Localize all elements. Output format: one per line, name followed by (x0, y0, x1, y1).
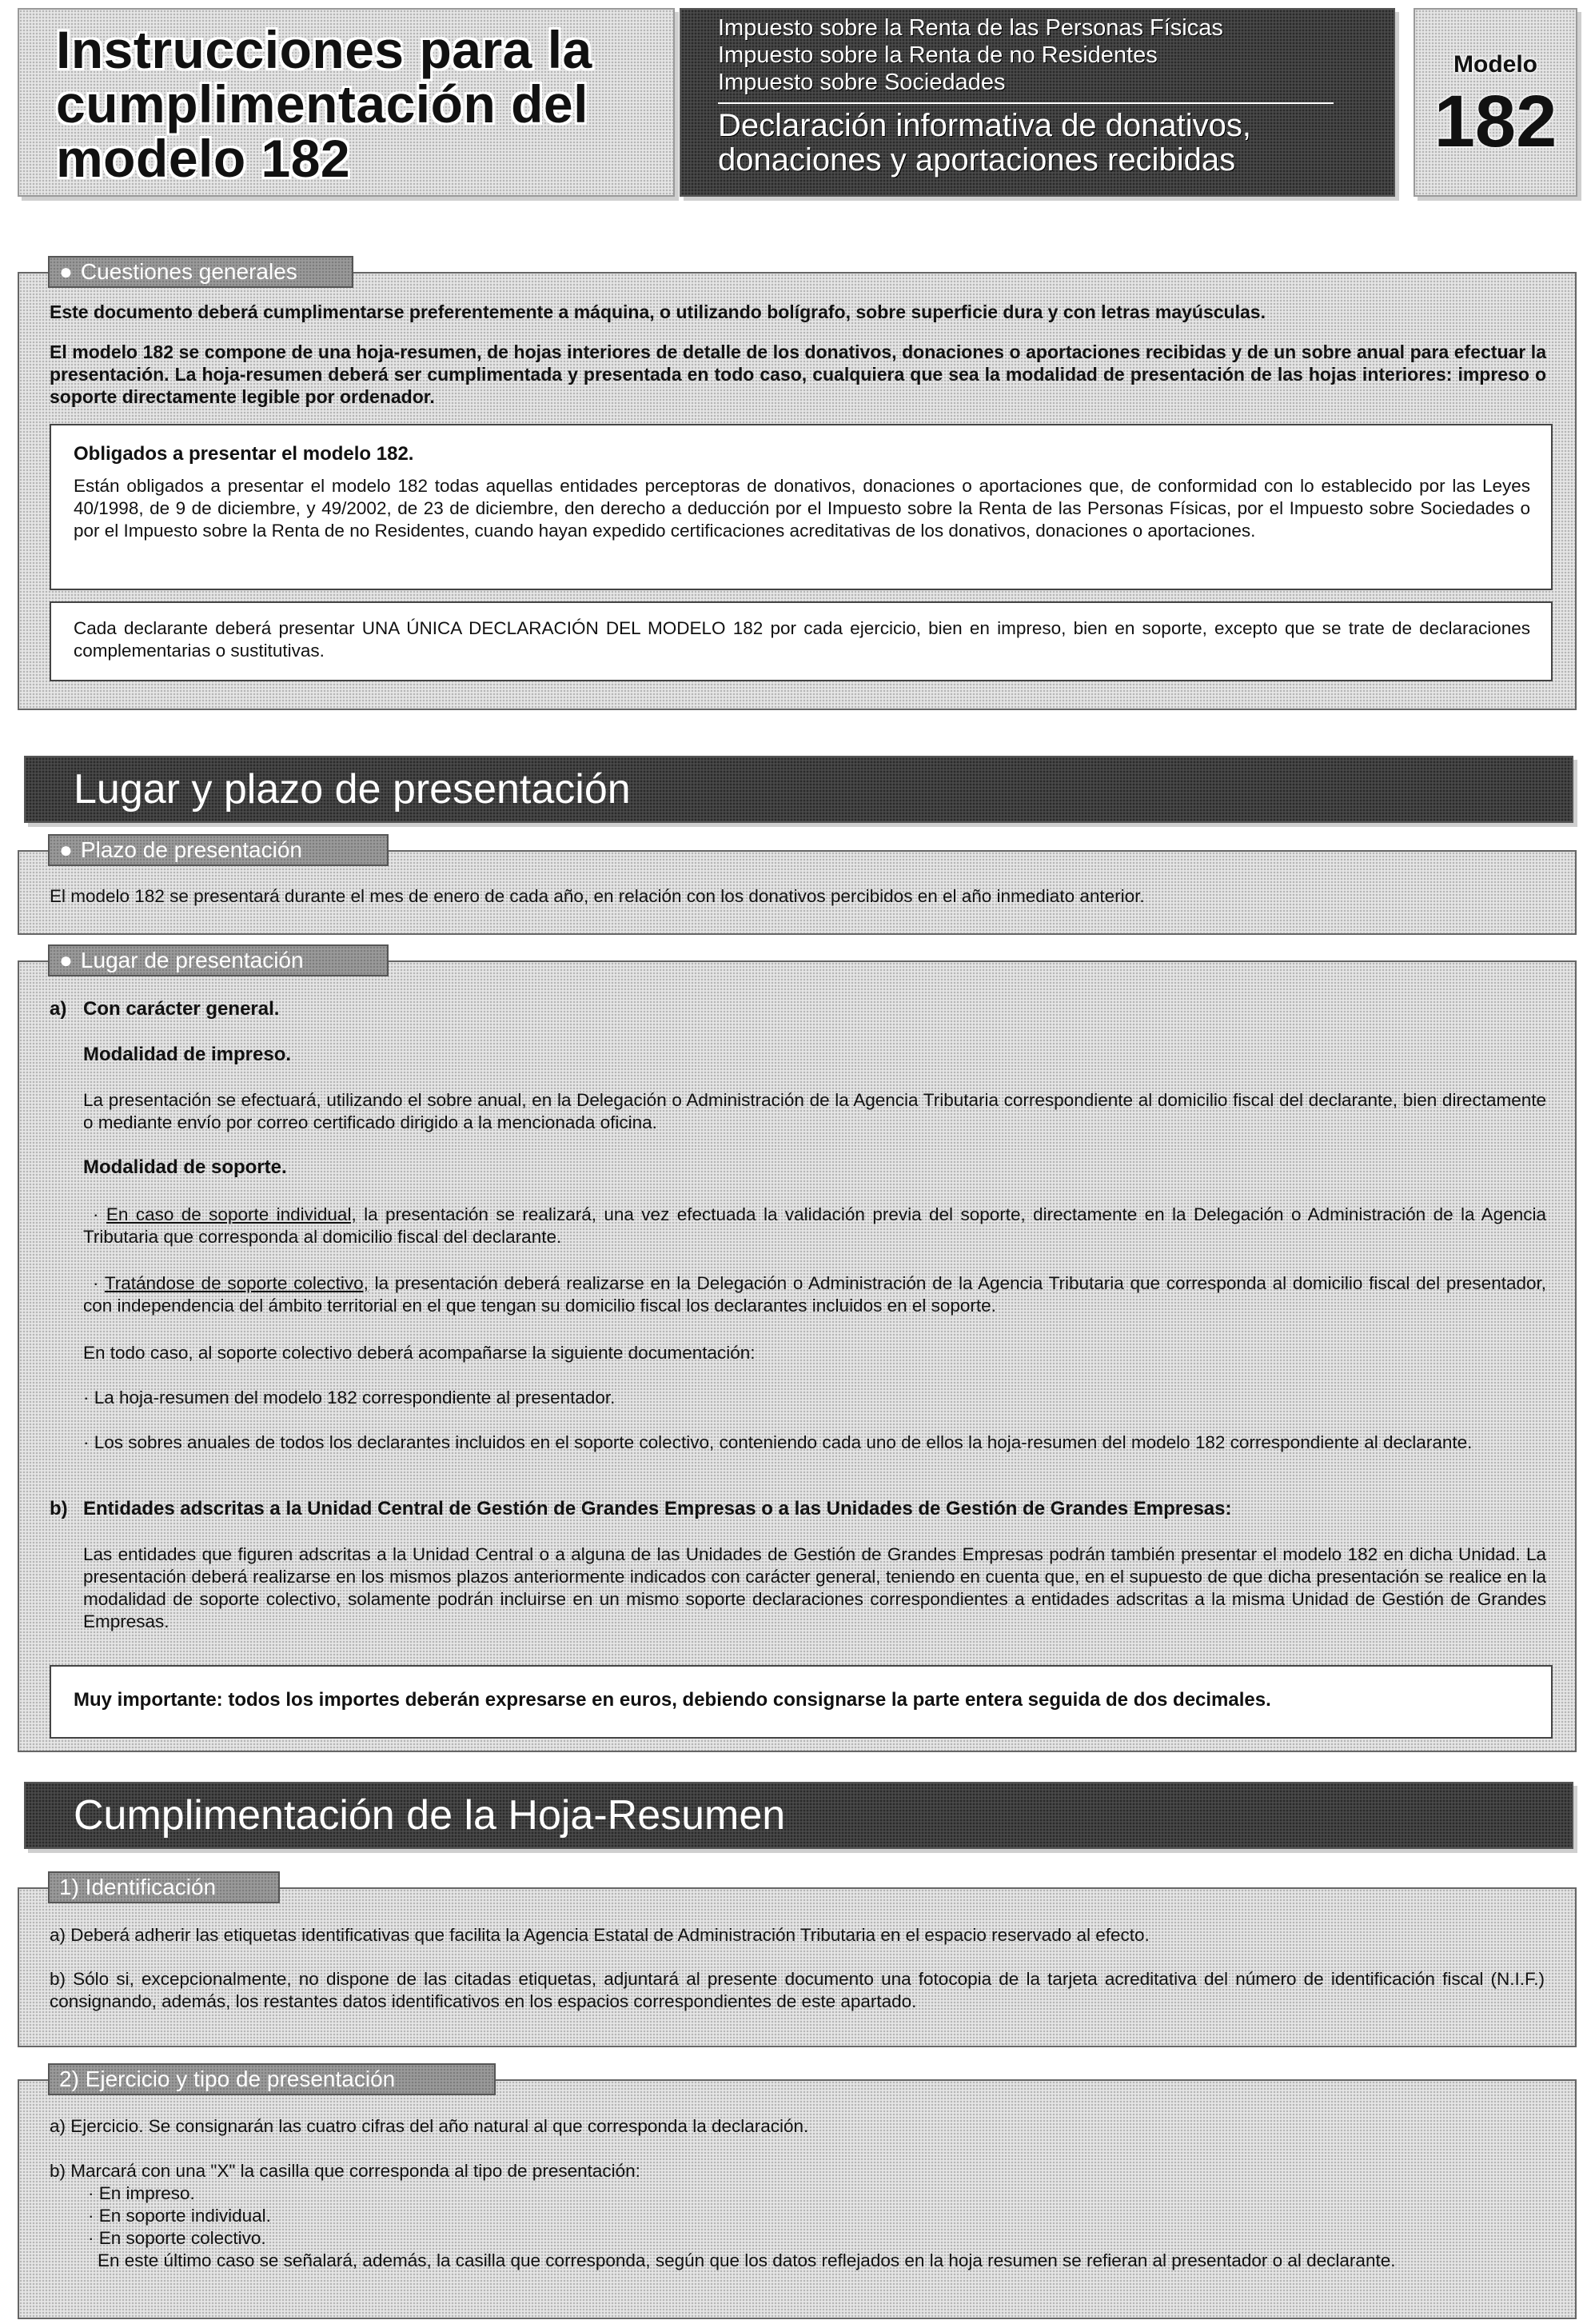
model-label: Modelo (1453, 51, 1537, 78)
subsection-title: Con carácter general. (83, 998, 280, 1020)
list-item: · Los sobres anuales de todos los declarantes incluidos en el soporte colectivo, conteniendo cada uno de ellos la hoja-resumen del modelo 182 correspondiente al declarante. (83, 1432, 1473, 1452)
list-item: a) Ejercicio. Se consignarán las cuatro cifras del año natural al que corresponda la declaración. (50, 2116, 809, 2136)
bullet-icon: ● (59, 948, 73, 972)
document-title-block (18, 8, 675, 197)
subsection-title: Entidades adscritas a la Unidad Central de Gestión de Grandes Empresas o a las Unidades de Gestión de Grandes Empresas: (83, 1498, 1232, 1519)
paragraph: El modelo 182 se presentará durante el mes de enero de cada año, en relación con los donativos percibidos en el año inmediato anterior. (50, 886, 1145, 906)
section-tag: ● Cuestiones generales (48, 256, 353, 288)
list-item: · En soporte individual. (88, 2206, 271, 2226)
tax-name: Impuesto sobre Sociedades (718, 70, 1006, 95)
bullet-icon: ● (59, 259, 73, 284)
obligados-box (50, 424, 1553, 590)
paragraph: La presentación se efectuará, utilizando el sobre anual, en la Delegación o Administración de la Agencia Tributaria correspondiente al domicilio fiscal del declarante, bien directamente o mediante envío por correo certificado dirigido a la mencionada oficina. (83, 1090, 1546, 1132)
model-number-block (1414, 8, 1577, 197)
section-tag: 2) Ejercicio y tipo de presentación (48, 2063, 496, 2095)
box-title: Obligados a presentar el modelo 182. (74, 443, 414, 465)
paragraph: Las entidades que figuren adscritas a la Unidad Central o a alguna de las Unidades de Gestión de Grandes Empresas podrán también presentar el modelo 182 en dicha Unidad. La presentación deberá realizarse en los mismos plazos anteriormente indicados con carácter general, teniendo en cuenta que, en el supuesto de que dicha presentación se realice en la modalidad de soporte colectivo, solamente podrán incluirse en un mismo soporte declaraciones correspondientes a entidades adscritas a la misma Unidad de Gestión de Grandes Empresas. (83, 1544, 1546, 1631)
subsection-title: Modalidad de soporte. (83, 1156, 287, 1178)
subsection-title: Modalidad de impreso. (83, 1044, 292, 1065)
document-title: Instrucciones para la cumplimentación del modelo 182 (56, 20, 592, 188)
section-banner: Cumplimentación de la Hoja-Resumen (24, 1782, 1573, 1849)
identificacion-panel (18, 1887, 1577, 2047)
list-item: · La hoja-resumen del modelo 182 correspondiente al presentador. (83, 1388, 616, 1408)
paragraph: El modelo 182 se compone de una hoja-resumen, de hojas interiores de detalle de los donativos, donaciones o aportaciones recibidas y de un sobre anual para efectuar la presentación. La hoja-resumen deberá ser cumplimentada y presentada en todo caso, cualquiera que sea la modalidad de presentación de las hojas interiores: impreso o soporte directamente legible por ordenador. (50, 341, 1546, 407)
declaration-subject: donaciones y aportaciones recibidas (718, 142, 1236, 178)
paragraph: En todo caso, al soporte colectivo deberá acompañarse la siguiente documentación: (83, 1343, 756, 1363)
box-text: Están obligados a presentar el modelo 182 todas aquellas entidades perceptoras de donativos, donaciones o aportaciones que, de conformidad con lo establecido por las Leyes 40/1998, de 9 de diciembre, y 49/2002, de 23 de diciembre, den derecho a deducción por el Impuesto sobre la Renta de las Personas Físicas, por el Impuesto sobre Sociedades o por el Impuesto sobre la Renta de no Residentes, cuando hayan expedido certificaciones acreditativas de los donativos, donaciones o aportaciones. (74, 476, 1530, 541)
tax-name: Impuesto sobre la Renta de no Residentes (718, 42, 1158, 68)
tax-subject-block (680, 8, 1395, 197)
paragraph: Este documento deberá cumplimentarse preferentemente a máquina, o utilizando bolígrafo, sobre superficie dura y con letras mayúsculas. (50, 301, 1266, 322)
list-marker: a) (50, 998, 67, 1020)
unica-declaracion-box (50, 601, 1553, 681)
importante-box (50, 1665, 1553, 1739)
model-number: 182 (1434, 81, 1557, 162)
section-tag: ● Plazo de presentación (48, 834, 389, 866)
list-item: a) Deberá adherir las etiquetas identificativas que facilita la Agencia Estatal de Administración Tributaria en el espacio reservado al efecto. (50, 1925, 1150, 1945)
section-tag: ● Lugar de presentación (48, 944, 389, 976)
list-item: · En impreso. (88, 2183, 195, 2203)
list-item: b) Sólo si, excepcionalmente, no dispone de las citadas etiquetas, adjuntará al presente documento una fotocopia de la tarjeta acreditativa del número de identificación fiscal (N.I.F.) consignando, además, los restantes datos identificativos en los espacios correspondientes de este apartado. (50, 1969, 1545, 2011)
section-banner: Lugar y plazo de presentación (24, 756, 1573, 823)
tax-name: Impuesto sobre la Renta de las Personas Físicas (718, 15, 1223, 41)
declaration-subject: Declaración informativa de donativos, (718, 108, 1252, 143)
list-item: b) Marcará con una "X" la casilla que corresponda al tipo de presentación: (50, 2161, 640, 2181)
bullet-icon: ● (59, 837, 73, 862)
paragraph: · Tratándose de soporte colectivo, la presentación deberá realizarse en la Delegación o Administración de la Agencia Tributaria que corresponda al domicilio fiscal del presentador, con independencia del ámbito territorial en el que tengan su domicilio fiscal los declarantes incluidos en el soporte. (83, 1273, 1546, 1316)
importante-text: Muy importante: todos los importes deberán expresarse en euros, debiendo consignarse la parte entera seguida de dos decimales. (74, 1689, 1271, 1711)
divider (718, 102, 1334, 104)
box-text: Cada declarante deberá presentar UNA ÚNICA DECLARACIÓN DEL MODELO 182 por cada ejercicio, bien en impreso, bien en soporte, excepto que se trate de declaraciones complementarias o sustitutivas. (74, 618, 1530, 661)
section-tag: 1) Identificación (48, 1871, 280, 1903)
paragraph: · En caso de soporte individual, la presentación se realizará, una vez efectuada la validación previa del soporte, directamente en la Delegación o Administración de la Agencia Tributaria que corresponda al domicilio fiscal del declarante. (83, 1204, 1546, 1247)
paragraph: En este último caso se señalará, además, la casilla que corresponda, según que los datos reflejados en la hoja resumen se refieran al presentador o al declarante. (98, 2250, 1396, 2270)
list-marker: b) (50, 1498, 68, 1519)
list-item: · En soporte colectivo. (88, 2228, 266, 2248)
